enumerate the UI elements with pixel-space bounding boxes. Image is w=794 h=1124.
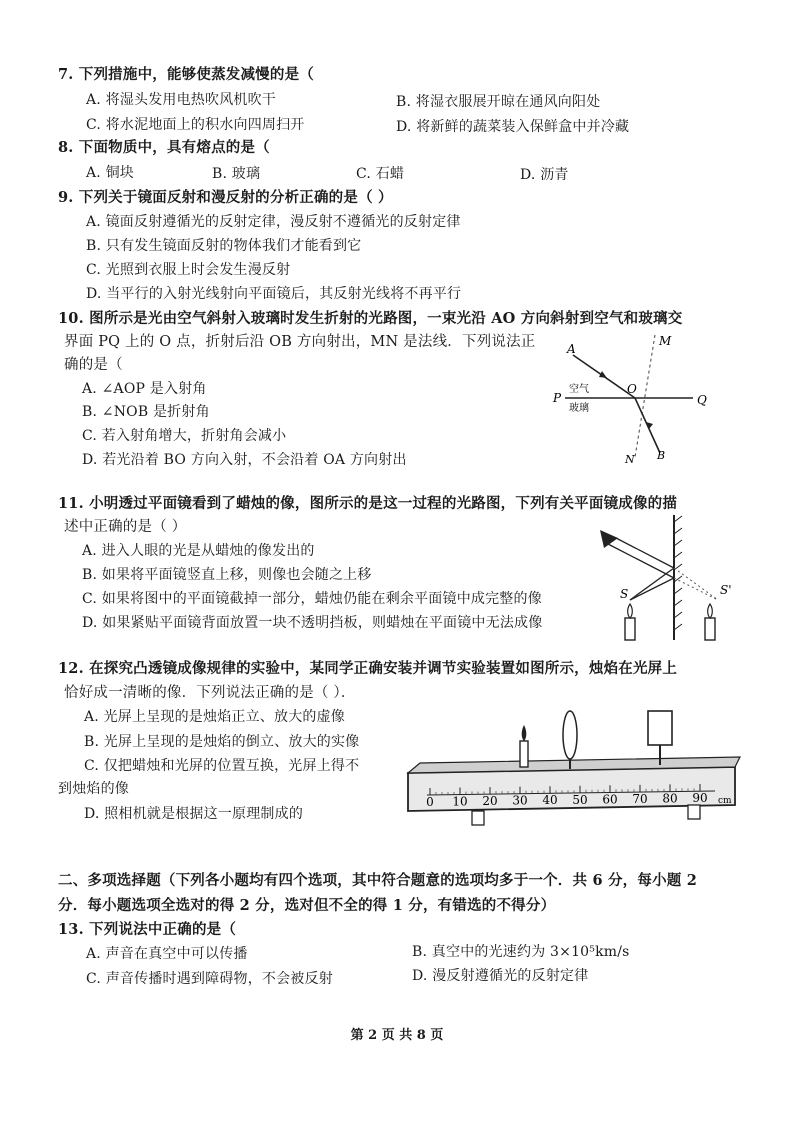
q8-stem: 8. 下面物质中，具有熔点的是（ (58, 139, 270, 156)
ray-from-candle-2 (630, 578, 674, 600)
q12-stem-line2: 恰好成一清晰的像．下列说法正确的是（ ）． (64, 685, 356, 701)
q11-option-a: A. 进入人眼的光是从蜡烛的像发出的 (82, 543, 315, 559)
bench-leg-left (472, 811, 484, 825)
q10-refraction-diagram (545, 335, 715, 465)
q12-stem-line1: 12. 在探究凸透镜成像规律的实验中，某同学正确安装并调节实验装置如图所示，烛焰在光屏上 (58, 660, 678, 677)
q13-option-a: A. 声音在真空中可以传播 (86, 946, 248, 962)
q9-option-b: B. 只有发生镜面反射的物体我们才能看到它 (86, 238, 362, 254)
candle-icon (625, 604, 635, 640)
q13-option-b: B. 真空中的光速约为 3×10⁵km/s (412, 944, 630, 960)
scale-tick-label: 20 (482, 794, 498, 809)
normal-line-mn (635, 335, 655, 457)
label-o: O (627, 382, 637, 396)
q10-stem-line2: 界面 PQ 上的 O 点，折射后沿 OB 方向射出，MN 是法线．下列说法正 (64, 334, 536, 350)
label-glass: 玻璃 (569, 403, 589, 414)
q8-option-a: A. 铜块 (86, 165, 135, 181)
q11-option-d: D. 如果紧贴平面镜背面放置一块不透明挡板，则蜡烛在平面镜中无法成像 (82, 615, 543, 631)
q8-option-d: D. 沥青 (520, 167, 569, 183)
label-a: A (567, 342, 576, 356)
q11-option-c: C. 如果将图中的平面镜截掉一部分，蜡烛仍能在剩余平面镜中成完整的像 (82, 591, 542, 607)
q9-option-c: C. 光照到衣服上时会发生漫反射 (86, 262, 291, 278)
q13-option-c: C. 声音传播时遇到障碍物，不会被反射 (86, 971, 333, 987)
q11-stem-line2: 述中正确的是（ ） (64, 519, 187, 535)
q10-stem-line3: 确的是（ (64, 357, 123, 373)
section2-heading-line1: 二、多项选择题（下列各小题均有四个选项，其中符合题意的选项均多于一个．共 6 分，每小题 2 (58, 872, 698, 889)
q7-option-b: B. 将湿衣服展开晾在通风向阳处 (396, 94, 601, 110)
q7-option-a: A. 将湿头发用电热吹风机吹干 (86, 92, 277, 108)
mirror-hatching (674, 516, 682, 630)
label-b: B (657, 449, 666, 462)
scale-tick-label: 10 (452, 794, 468, 809)
q10-option-a: A. ∠AOP 是入射角 (82, 381, 207, 397)
q10-stem-line1: 10. 图所示是光由空气斜射入玻璃时发生折射的光路图，一束光沿 AO 方向斜射到空气和玻璃交 (58, 310, 683, 327)
scale-tick-label: 70 (632, 791, 648, 806)
scale-tick-label: 0 (426, 795, 434, 809)
q13-option-d: D. 漫反射遵循光的反射定律 (412, 968, 589, 984)
light-screen-icon (648, 711, 672, 745)
scale-unit: cm (718, 796, 732, 806)
candle-icon (520, 725, 528, 767)
ray-from-candle-1 (630, 568, 674, 600)
q12-optical-bench-diagram (400, 705, 745, 830)
label-q: Q (697, 393, 707, 407)
ray-to-eye-2 (608, 544, 674, 578)
scale-tick-label: 90 (692, 790, 708, 805)
section2-heading-line2: 分．每小题选项全选对的得 2 分，选对但不全的得 1 分，有错选的不得分） (58, 897, 556, 914)
q10-option-b: B. ∠NOB 是折射角 (82, 404, 210, 420)
label-s-image: S' (720, 583, 732, 597)
q10-option-c: C. 若入射角增大，折射角会减小 (82, 428, 287, 444)
q9-option-a: A. 镜面反射遵循光的反射定律，漫反射不遵循光的反射定律 (86, 214, 461, 230)
q11-option-b: B. 如果将平面镜竖直上移，则像也会随之上移 (82, 567, 372, 583)
q8-option-c: C. 石蜡 (356, 166, 405, 182)
q12-option-c-line2: 到烛焰的像 (58, 781, 129, 797)
q11-plane-mirror-diagram (592, 510, 742, 650)
q12-option-c-line1: C. 仅把蜡烛和光屏的位置互换，光屏上得不 (84, 758, 360, 774)
candle-image-icon (705, 604, 715, 640)
label-p: P (553, 391, 562, 405)
eye-icon (600, 530, 618, 548)
scale-tick-label: 60 (602, 792, 618, 807)
virtual-ray-1 (674, 568, 718, 600)
scale-tick-label: 50 (572, 792, 588, 807)
q7-option-d: D. 将新鲜的蔬菜装入保鲜盒中并冷藏 (396, 119, 630, 135)
scale-tick-label: 80 (662, 791, 678, 806)
q7-stem: 7. 下列措施中，能够使蒸发减慢的是（ (58, 66, 314, 83)
label-m: M (659, 334, 672, 348)
convex-lens-icon (563, 711, 577, 759)
label-s: S (620, 587, 629, 601)
q7-option-c: C. 将水泥地面上的积水向四周扫开 (86, 117, 305, 133)
scale-tick-label: 40 (542, 793, 558, 808)
q10-option-d: D. 若光沿着 BO 方向入射，不会沿着 OA 方向射出 (82, 452, 407, 468)
scale-tick-label: 30 (512, 793, 528, 808)
q13-stem: 13. 下列说法中正确的是（ (58, 921, 237, 938)
bench-leg-right (688, 805, 700, 819)
q12-option-b: B. 光屏上呈现的是烛焰的倒立、放大的实像 (84, 734, 360, 750)
page-footer: 第 2 页 共 8 页 (350, 1028, 444, 1043)
q9-stem: 9. 下列关于镜面反射和漫反射的分析正确的是（ ） (58, 189, 393, 206)
label-air: 空气 (569, 384, 589, 395)
label-n: N (625, 453, 635, 466)
q11-stem-line1: 11. 小明透过平面镜看到了蜡烛的像，图所示的是这一过程的光路图，下列有关平面镜成像的描 (58, 495, 678, 512)
q8-option-b: B. 玻璃 (212, 166, 261, 182)
q12-option-a: A. 光屏上呈现的是烛焰正立、放大的虚像 (84, 709, 346, 725)
q9-option-d: D. 当平行的入射光线射向平面镜后，其反射光线将不再平行 (86, 286, 462, 302)
q12-option-d: D. 照相机就是根据这一原理制成的 (84, 806, 304, 822)
